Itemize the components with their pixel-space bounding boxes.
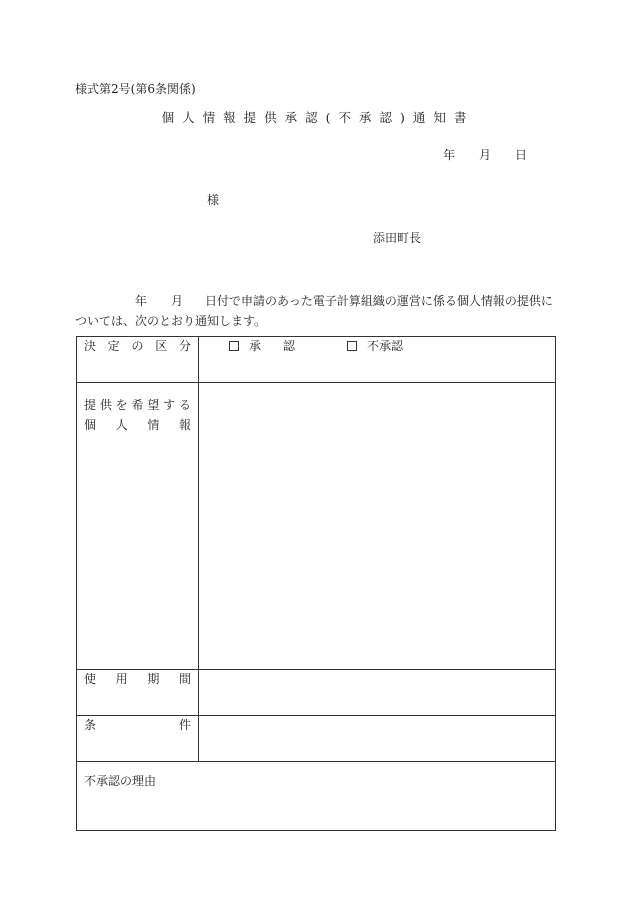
period-value-cell[interactable] <box>199 670 556 716</box>
label-char: 供 <box>99 398 112 412</box>
reject-label: 不承認 <box>367 339 404 353</box>
label-char: の <box>131 339 144 353</box>
body-line-2: ついては、次のとおり通知します。 <box>75 314 267 328</box>
label-char: 定 <box>107 339 120 353</box>
label-char: 望 <box>147 398 160 412</box>
period-row <box>77 670 556 716</box>
approve-checkbox[interactable] <box>229 341 239 351</box>
label-char: 間 <box>178 672 191 686</box>
approve-option[interactable] <box>229 337 347 354</box>
label-char: 報 <box>178 418 191 432</box>
period-label <box>84 670 191 687</box>
label-char: 件 <box>178 718 191 732</box>
label-char: 期 <box>147 672 160 686</box>
reject-option[interactable] <box>347 337 403 354</box>
label-char: 条 <box>84 718 97 732</box>
form-number: 様式第2号(第6条関係) <box>75 82 196 96</box>
label-char: 希 <box>131 398 144 412</box>
label-char: る <box>178 398 191 412</box>
reject-checkbox[interactable] <box>347 341 357 351</box>
condition-value-cell[interactable] <box>199 716 556 762</box>
label-char: 人 <box>115 418 128 432</box>
body-year: 年 <box>135 294 148 308</box>
period-label-cell <box>77 670 199 716</box>
date-year: 年 <box>443 148 456 162</box>
body-line-1 <box>135 292 553 309</box>
issue-date <box>443 146 527 163</box>
body-text-1: 日付で申請のあった電子計算組織の運営に係る個人情報の提供に <box>205 294 553 308</box>
approve-label: 承 認 <box>249 339 304 353</box>
reason-label: 不承認の理由 <box>84 774 157 788</box>
info-label-line-1 <box>84 395 191 415</box>
addressee-suffix: 様 <box>207 193 220 207</box>
notice-table <box>76 336 556 831</box>
label-char: 使 <box>84 672 97 686</box>
decision-label-cell <box>77 337 199 383</box>
info-value-cell[interactable] <box>199 383 556 670</box>
label-char: す <box>163 398 176 412</box>
label-char: 情 <box>147 418 160 432</box>
reason-cell[interactable] <box>77 762 556 831</box>
issuer-name: 添田町長 <box>373 231 422 245</box>
label-char: 決 <box>84 339 97 353</box>
document-title: 個人情報提供承認(不承認)通知書 <box>161 110 475 125</box>
condition-label <box>84 716 191 733</box>
label-char: を <box>115 398 128 412</box>
reason-row <box>77 762 556 831</box>
info-row <box>77 383 556 670</box>
label-char: 区 <box>155 339 168 353</box>
condition-row <box>77 716 556 762</box>
condition-label-cell <box>77 716 199 762</box>
decision-row <box>77 337 556 383</box>
date-month: 月 <box>479 148 492 162</box>
label-char: 提 <box>84 398 97 412</box>
info-label-line-2 <box>84 415 191 435</box>
date-day: 日 <box>515 148 528 162</box>
info-label-cell <box>77 383 199 670</box>
body-month: 月 <box>171 294 184 308</box>
label-char: 個 <box>84 418 97 432</box>
decision-value-cell <box>199 337 556 383</box>
decision-label <box>84 337 191 354</box>
label-char: 分 <box>178 339 191 353</box>
label-char: 用 <box>115 672 128 686</box>
